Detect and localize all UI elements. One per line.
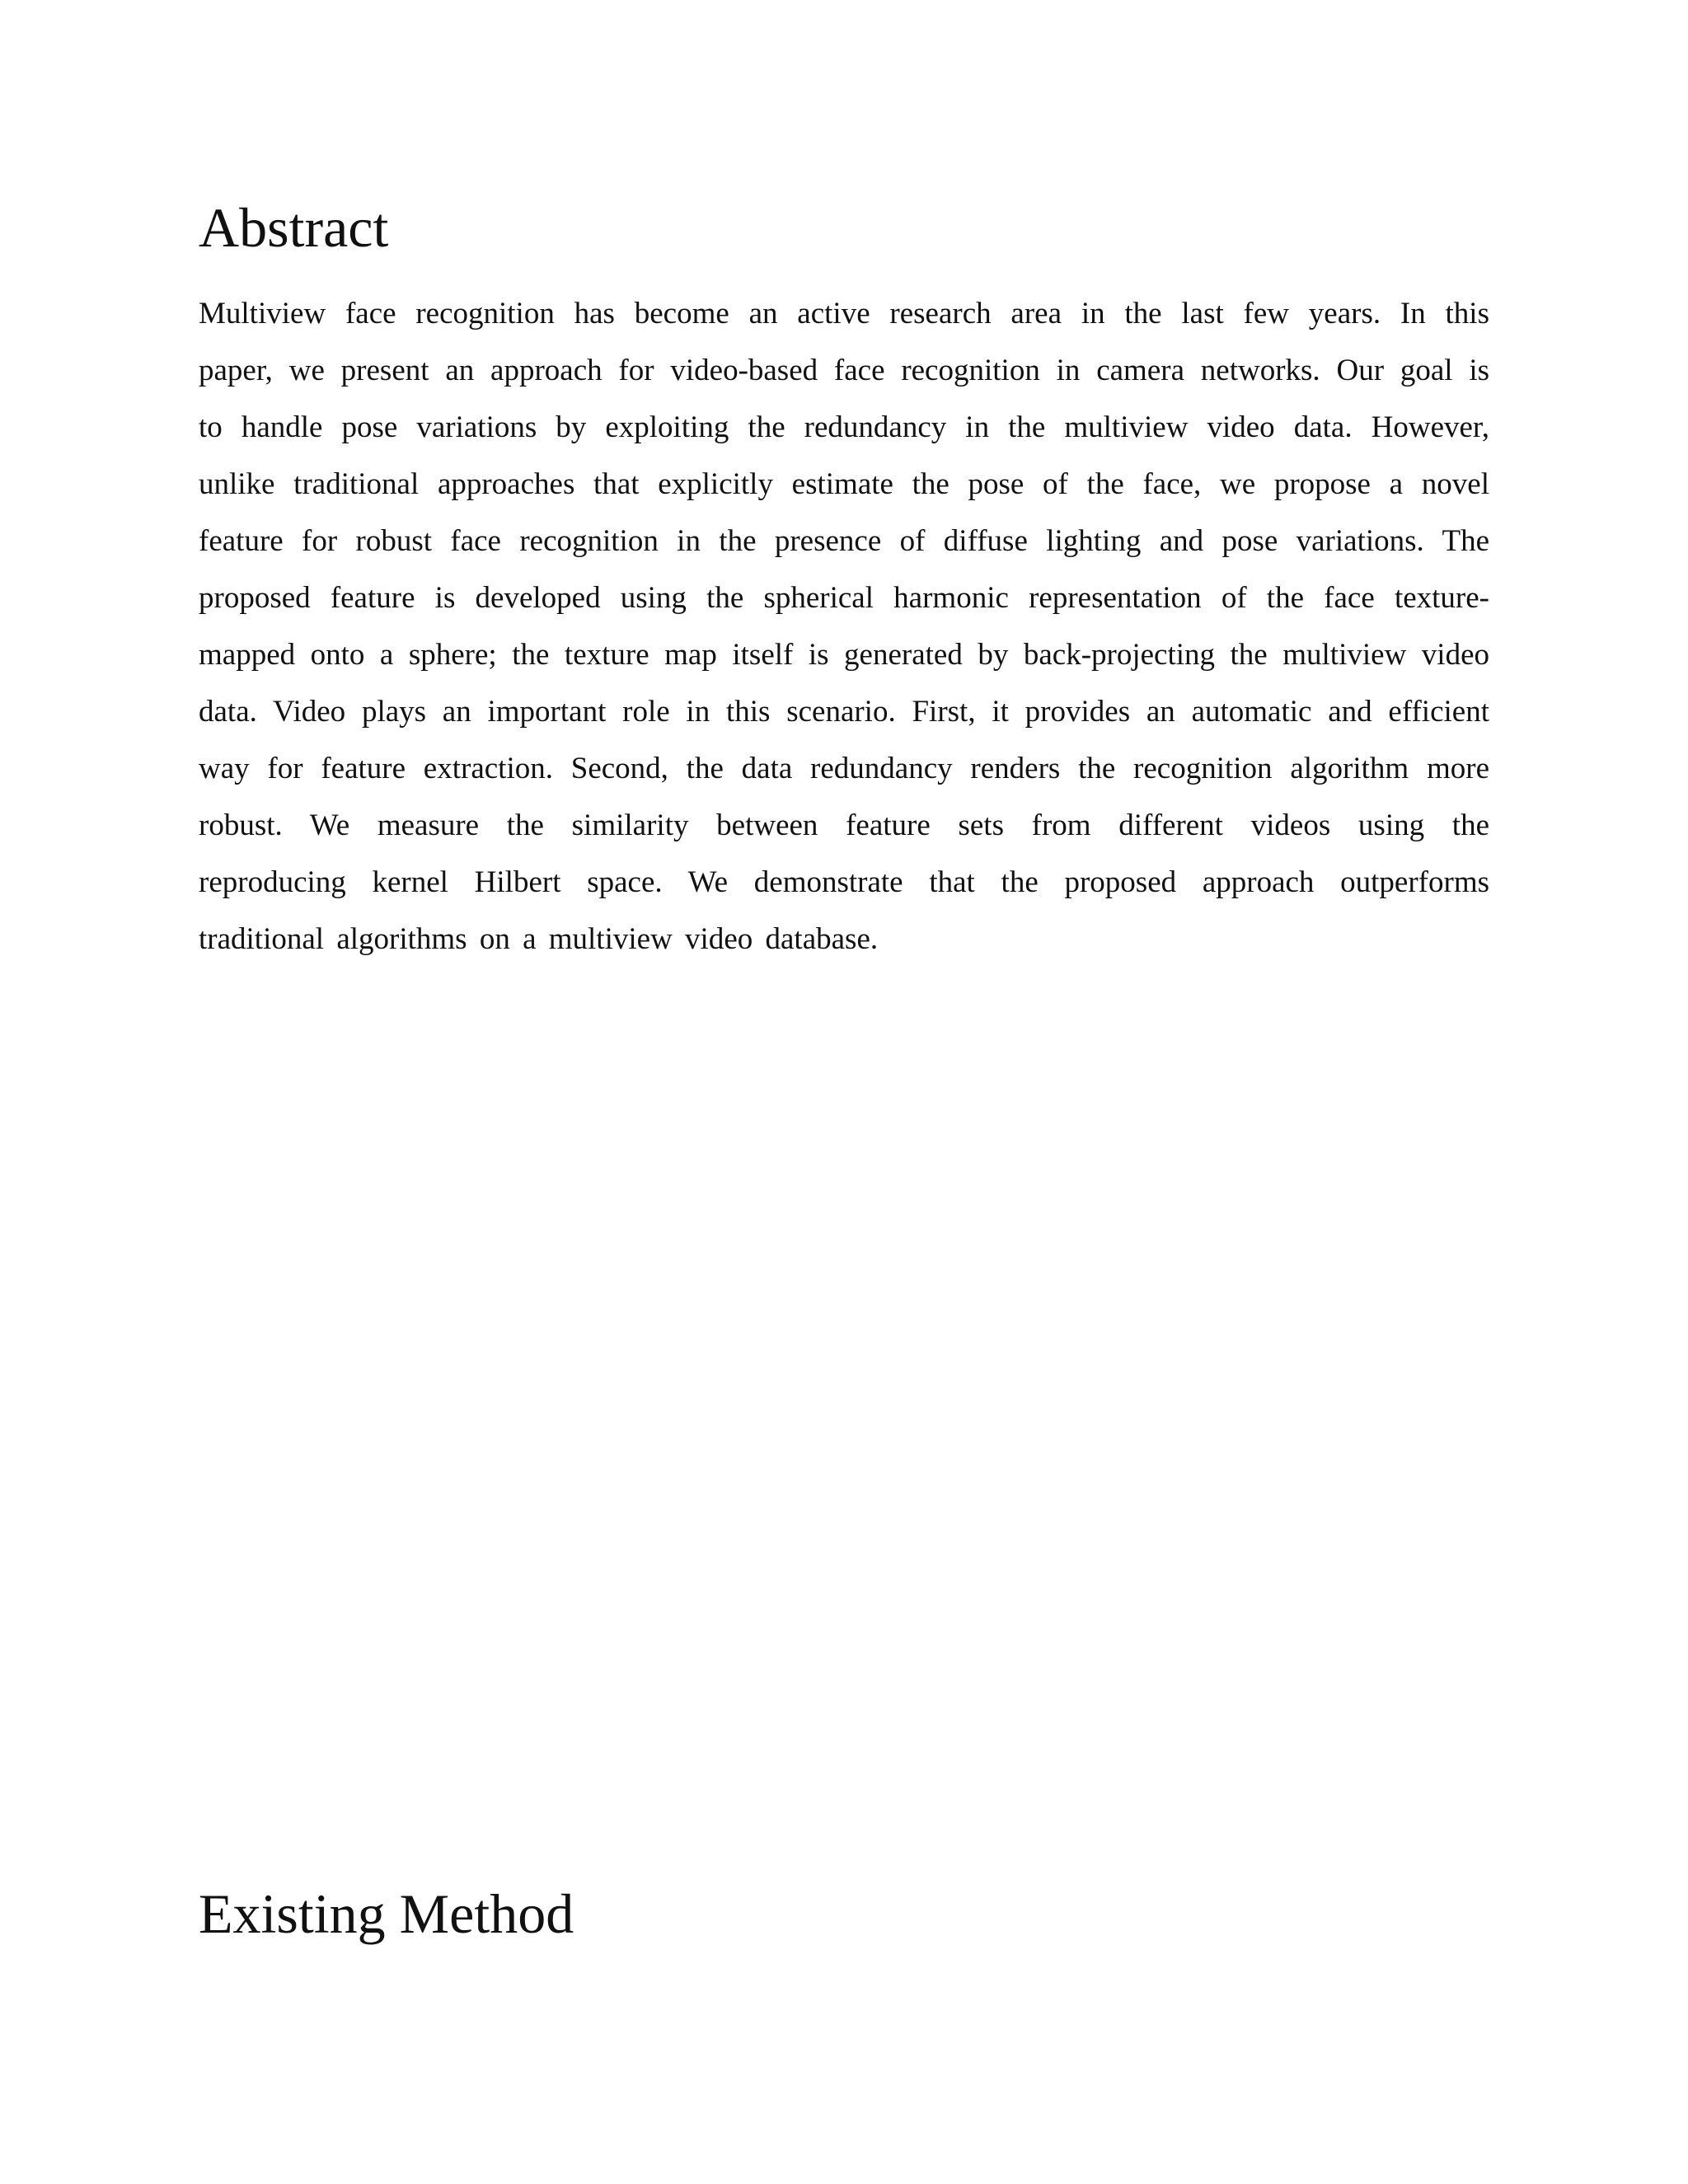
abstract-line: traditional algorithms on a multiview video database. [199,922,879,956]
abstract-line: proposed feature is developed using the spherical harmonic representation of the face texture- [199,581,1489,615]
abstract-line: robust. We measure the similarity between feature sets from different videos using the [199,808,1489,842]
abstract-line: feature for robust face recognition in the presence of diffuse lighting and pose variations. The [199,524,1489,558]
abstract-line: data. Video plays an important role in this scenario. First, it provides an automatic and efficient [199,695,1489,729]
abstract-paragraph [199,285,1489,968]
abstract-line: mapped onto a sphere; the texture map itself is generated by back-projecting the multiview video [199,638,1489,672]
abstract-line: unlike traditional approaches that explicitly estimate the pose of the face, we propose a novel [199,467,1489,501]
existing-method-heading: Existing Method [199,1882,574,1945]
abstract-line: Multiview face recognition has become an active research area in the last few years. In this [199,297,1489,330]
abstract-line: way for feature extraction. Second, the data redundancy renders the recognition algorithm more [199,752,1489,785]
abstract-line: to handle pose variations by exploiting the redundancy in the multiview video data. However, [199,410,1489,444]
abstract-line: paper, we present an approach for video-based face recognition in camera networks. Our goal is [199,354,1489,387]
abstract-heading: Abstract [199,196,389,259]
abstract-line: reproducing kernel Hilbert space. We demonstrate that the proposed approach outperforms [199,865,1489,899]
